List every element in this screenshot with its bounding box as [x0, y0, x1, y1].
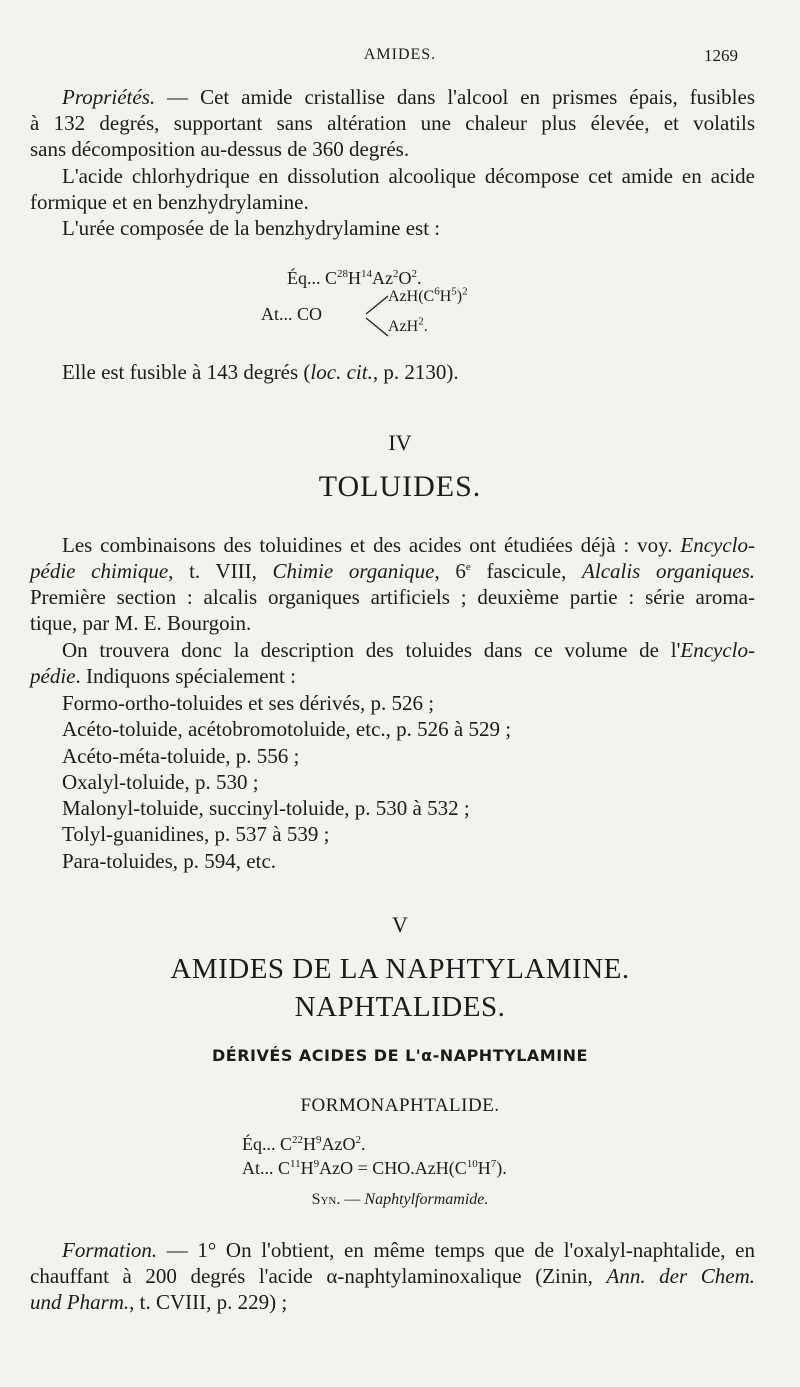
formula2-at: At... $C^{11}H^9AzO = CHO.AzH(C^{10}H^7)$.: [242, 1158, 507, 1178]
list-item: Acéto-méta-toluide, p. 556 ;: [62, 744, 300, 768]
para-formation-line1: Formation. — 1° On l'obtient, en même temps que de l'oxalyl-naphtalide, en: [62, 1238, 755, 1262]
formula1-at: At... CO: [261, 304, 323, 324]
running-header-title: AMIDES.: [363, 46, 437, 63]
para-properties-line2: à 132 degrés, supportant sans altération une chaleur plus élevée, et volatils: [30, 111, 755, 135]
para-toluides-line1: Les combinaisons des toluidines et des acides ont étudiées déjà : voy. Encyclo-: [62, 533, 755, 557]
para-description-line1: On trouvera donc la description des toluides dans ce volume de l'Encyclo-: [62, 638, 755, 662]
para-properties-line1: Propriétés. — Cet amide cristallise dans l'alcool en prismes épais, fusibles: [62, 85, 755, 109]
para-formation-line2: chauffant à 200 degrés l'acide α-naphtylaminoxalique (Zinin, Ann. der Chem.: [30, 1264, 755, 1288]
list-item: Formo-ortho-toluides et ses dérivés, p. 526 ;: [62, 691, 435, 715]
para-toluides-line3: Première section : alcalis organiques artificiels ; deuxième partie : série aroma-: [30, 585, 755, 609]
para-formation-line3: und Pharm., t. CVIII, p. 229) ;: [30, 1290, 288, 1314]
formula1-eq: Éq... $C^{28}H^{14}Az^2O^2$.: [287, 268, 422, 288]
formula1-branch-bottom: AzH$^2$.: [388, 315, 428, 335]
formula1-branch-top: $AzH(C^6H^5)^2$: [388, 285, 468, 305]
para-acid-line2: formique et en benzhydrylamine.: [30, 190, 309, 214]
properties-label: Propriétés.: [62, 85, 156, 109]
subsection-heading: DÉRIVÉS ACIDES DE L'α-NAPHTYLAMINE: [212, 1046, 588, 1065]
formula2-eq: Éq... $C^{22}H^9AzO^2$.: [242, 1134, 366, 1154]
para-properties-line3: sans décomposition au-dessus de 360 degrés.: [30, 137, 410, 161]
section-v-subtitle: NAPHTALIDES.: [294, 991, 506, 1023]
list-item: Para-toluides, p. 594, etc.: [62, 849, 277, 873]
para-toluides-line2: pédie chimique, t. VIII, Chimie organique, 6e fascicule, Alcalis organiques.: [30, 559, 756, 583]
section-v-title: AMIDES DE LA NAPHTYLAMINE.: [170, 953, 630, 985]
list-item: Oxalyl-toluide, p. 530 ;: [62, 770, 259, 794]
para-acid-line1: L'acide chlorhydrique en dissolution alcoolique décompose cet amide en acide: [62, 164, 755, 188]
compound-heading: FORMONAPHTALIDE.: [300, 1095, 500, 1116]
section-iv-title: TOLUIDES.: [318, 470, 482, 503]
para-uree-line1: L'urée composée de la benzhydrylamine est :: [62, 216, 441, 240]
formation-label: Formation.: [62, 1238, 158, 1262]
section-iv-numeral: IV: [388, 430, 412, 455]
list-item: Tolyl-guanidines, p. 537 à 539 ;: [62, 822, 330, 846]
para-description-line2: pédie. Indiquons spécialement :: [30, 664, 296, 688]
synonym-line: Syn. — Naphtylformamide.: [311, 1191, 489, 1208]
list-item: Malonyl-toluide, succinyl-toluide, p. 530 à 532 ;: [62, 796, 470, 820]
para-fusible: Elle est fusible à 143 degrés (loc. cit., p. 2130).: [62, 360, 459, 384]
list-item: Acéto-toluide, acétobromotoluide, etc., p. 526 à 529 ;: [62, 717, 512, 741]
para-toluides-line4: tique, par M. E. Bourgoin.: [30, 611, 252, 635]
page-number: 1269: [704, 46, 738, 65]
section-v-numeral: V: [392, 912, 408, 937]
